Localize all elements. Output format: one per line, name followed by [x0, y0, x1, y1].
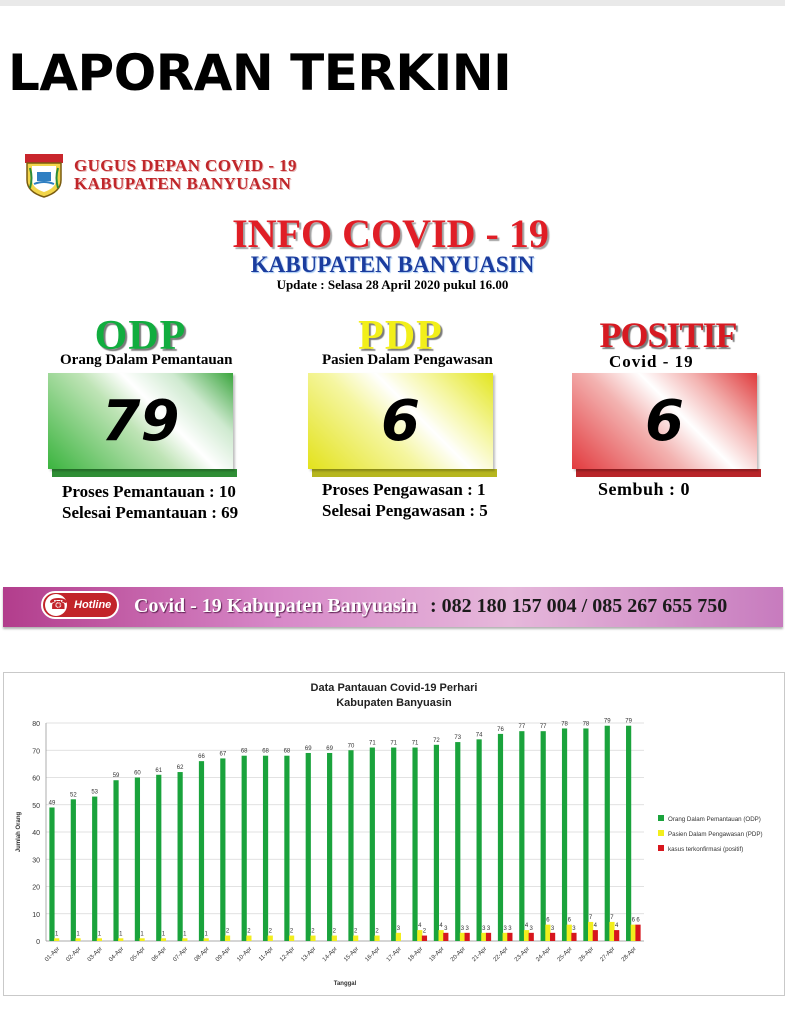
x-tick-label: 03-Apr	[86, 946, 104, 964]
bar-odp	[348, 750, 353, 941]
chart-subtitle: Kabupaten Banyuasin	[336, 697, 452, 709]
positif-value-box	[572, 373, 757, 469]
data-label-odp: 72	[433, 737, 440, 744]
bar-pdp	[182, 938, 187, 941]
bar-pdp	[503, 933, 508, 941]
daily-chart	[3, 672, 785, 996]
x-tick-label: 11-Apr	[257, 946, 275, 963]
bar-pdp	[567, 925, 572, 941]
x-tick-label: 26-Apr	[578, 946, 596, 964]
positif-label: POSITIF	[599, 315, 737, 355]
odp-detail-selesai: Selesai Pemantauan : 69	[62, 503, 239, 522]
pdp-sub-label: Pasien Dalam Pengawasan	[322, 352, 493, 368]
data-label-positif: 3	[444, 925, 448, 932]
data-label-pdp: 4	[439, 923, 443, 930]
bar-positif	[571, 933, 576, 941]
positif-value: 6	[645, 388, 684, 454]
bar-pdp	[588, 922, 593, 941]
x-tick-label: 07-Apr	[172, 946, 190, 964]
data-label-positif: 3	[508, 925, 512, 932]
bar-positif	[486, 933, 491, 941]
data-label-pdp: 2	[332, 928, 336, 935]
data-label-pdp: 1	[161, 931, 166, 938]
bar-pdp	[439, 930, 444, 941]
data-label-pdp: 2	[289, 928, 294, 935]
data-label-positif: 3	[465, 925, 469, 932]
bar-odp	[498, 734, 503, 941]
x-tick-label: 17-Apr	[385, 946, 403, 964]
data-label-positif: 2	[422, 928, 427, 935]
org-line-1: GUGUS DEPAN COVID - 19	[74, 156, 297, 175]
x-tick-label: 24-Apr	[535, 946, 553, 964]
info-title: INFO COVID - 19	[232, 211, 549, 256]
pdp-value-box	[308, 373, 493, 469]
bar-pdp	[204, 938, 209, 941]
data-label-positif: 3	[529, 925, 533, 932]
x-tick-label: 20-Apr	[449, 946, 467, 964]
data-label-positif: 4	[614, 923, 619, 930]
data-label-odp: 77	[539, 724, 547, 731]
bar-pdp	[332, 936, 337, 941]
bar-pdp	[481, 933, 486, 941]
x-tick-label: 21-Apr	[471, 946, 489, 964]
bar-odp	[71, 799, 76, 941]
bar-odp	[626, 726, 631, 941]
data-label-pdp: 2	[268, 928, 272, 935]
x-tick-label: 22-Apr	[492, 946, 510, 964]
bar-positif	[614, 930, 619, 941]
pdp-value: 6	[381, 388, 420, 454]
bar-positif	[465, 933, 470, 941]
bar-pdp	[310, 936, 315, 941]
x-tick-label: 18-Apr	[407, 946, 425, 964]
update-text: Update : Selasa 28 April 2020 pukul 16.00	[276, 277, 509, 292]
x-tick-label: 23-Apr	[513, 946, 531, 964]
hotline-numbers[interactable]: : 082 180 157 004 / 085 267 655 750	[430, 595, 728, 617]
bar-odp	[220, 758, 225, 941]
y-axis-label: Jumlah Orang	[16, 811, 22, 853]
bar-odp	[306, 753, 311, 941]
data-label-pdp: 2	[225, 928, 230, 935]
data-label-odp: 67	[219, 751, 227, 758]
data-label-pdp: 1	[140, 931, 144, 938]
bar-pdp	[268, 936, 273, 941]
bar-pdp	[225, 936, 230, 941]
x-tick-label: 02-Apr	[65, 946, 83, 964]
data-label-positif: 3	[550, 925, 555, 932]
y-tick-label: 40	[32, 830, 40, 837]
x-tick-label: 15-Apr	[343, 946, 361, 964]
hotline-badge-text: Hotline	[74, 599, 112, 611]
legend-swatch-positif	[658, 845, 664, 851]
y-tick-label: 10	[32, 911, 40, 919]
bar-positif	[422, 936, 427, 941]
data-label-odp: 60	[134, 770, 141, 777]
bar-positif	[635, 925, 640, 941]
x-tick-label: 28-Apr	[620, 946, 638, 964]
odp-value-box	[48, 373, 233, 469]
data-label-odp: 74	[475, 732, 483, 739]
pdp-box-edge	[312, 469, 497, 477]
bar-pdp	[97, 938, 102, 941]
data-label-odp: 71	[411, 740, 419, 747]
y-tick-label: 70	[32, 748, 40, 756]
data-label-odp: 71	[368, 740, 376, 747]
bar-pdp	[609, 922, 614, 941]
bar-positif	[593, 930, 598, 941]
phone-icon	[45, 594, 67, 616]
x-axis-label: Tanggal	[333, 981, 357, 987]
bar-pdp	[396, 933, 401, 941]
bar-pdp	[140, 938, 145, 941]
bar-pdp	[246, 936, 251, 941]
x-tick-label: 05-Apr	[129, 946, 147, 964]
bar-pdp	[54, 938, 59, 941]
bar-odp	[370, 748, 375, 941]
bar-odp	[135, 778, 140, 942]
bar-pdp	[118, 938, 123, 941]
bar-odp	[284, 756, 289, 941]
odp-detail-proses: Proses Pemantauan : 10	[62, 482, 236, 501]
hotline-badge[interactable]	[41, 591, 119, 619]
data-label-pdp: 2	[375, 928, 379, 935]
bar-odp	[327, 753, 332, 941]
data-label-odp: 68	[240, 748, 248, 755]
y-tick-label: 60	[32, 775, 40, 783]
bar-pdp	[289, 936, 294, 941]
x-tick-label: 04-Apr	[108, 946, 126, 964]
pdp-label: PDP	[358, 313, 443, 359]
bar-pdp	[75, 938, 80, 941]
data-label-pdp: 4	[524, 923, 529, 930]
info-region: KABUPATEN BANYUASIN	[250, 252, 535, 277]
legend-label-odp: Orang Dalam Pemantauan (ODP)	[668, 816, 761, 823]
data-label-odp: 70	[347, 743, 355, 750]
bar-pdp	[417, 930, 422, 941]
data-label-odp: 76	[497, 726, 504, 733]
data-label-odp: 53	[91, 789, 99, 796]
data-label-pdp: 2	[354, 928, 358, 935]
bar-odp	[391, 748, 396, 941]
bar-pdp	[161, 938, 166, 941]
hotline-description: Covid - 19 Kabupaten Banyuasin	[134, 595, 418, 617]
data-label-pdp: 6	[567, 917, 571, 924]
positif-sub-label: Covid - 19	[609, 352, 694, 371]
x-tick-label: 14-Apr	[321, 946, 339, 964]
positif-box-edge	[576, 469, 761, 477]
data-label-pdp: 1	[119, 931, 123, 938]
bar-odp	[519, 731, 524, 941]
data-label-odp: 78	[561, 721, 568, 728]
org-line-2: KABUPATEN BANYUASIN	[74, 174, 292, 193]
data-label-odp: 69	[304, 745, 312, 752]
data-label-odp: 68	[262, 748, 269, 755]
page-title: LAPORAN TERKINI	[8, 44, 512, 102]
data-label-pdp: 4	[418, 923, 422, 930]
bar-odp	[113, 780, 118, 941]
data-label-odp: 71	[390, 740, 398, 747]
y-tick-label: 50	[32, 802, 40, 810]
hotline-bar	[3, 587, 783, 627]
data-label-pdp: 2	[247, 928, 251, 935]
pdp-detail-selesai: Selesai Pengawasan : 5	[322, 501, 488, 520]
x-tick-label: 06-Apr	[150, 946, 168, 964]
data-label-odp: 61	[155, 767, 163, 774]
bar-odp	[605, 726, 610, 941]
data-label-pdp: 7	[588, 914, 593, 921]
legend-label-positif: kasus terkonfirmasi (positif)	[668, 846, 744, 853]
odp-details	[62, 481, 238, 523]
data-label-odp: 49	[48, 800, 56, 807]
y-tick-label: 30	[32, 857, 40, 865]
bar-odp	[49, 807, 54, 941]
data-label-odp: 73	[454, 735, 462, 742]
bar-odp	[92, 797, 97, 941]
bar-odp	[156, 775, 161, 941]
data-label-positif: 4	[593, 923, 597, 930]
bar-odp	[178, 772, 183, 941]
data-label-pdp: 1	[97, 931, 102, 938]
x-tick-label: 27-Apr	[599, 946, 617, 964]
chart-title: Data Pantauan Covid-19 Perhari	[310, 682, 478, 694]
data-label-odp: 59	[112, 773, 120, 780]
x-tick-label: 08-Apr	[193, 946, 211, 964]
data-label-positif: 3	[572, 925, 576, 932]
bar-odp	[263, 756, 268, 941]
bar-pdp	[631, 925, 636, 941]
legend-swatch-pdp	[658, 830, 664, 836]
bar-odp	[477, 739, 482, 941]
data-label-pdp: 3	[503, 925, 507, 932]
data-label-odp: 52	[69, 792, 77, 799]
data-label-pdp: 1	[76, 931, 80, 938]
y-tick-label: 20	[32, 884, 40, 892]
bar-positif	[443, 933, 448, 941]
bar-pdp	[460, 933, 465, 941]
bar-positif	[507, 933, 512, 941]
bar-pdp	[374, 936, 379, 941]
bar-odp	[562, 728, 567, 941]
odp-sub-label: Orang Dalam Pemantauan	[60, 352, 233, 368]
x-tick-label: 13-Apr	[300, 946, 318, 964]
bar-pdp	[353, 936, 358, 941]
bar-odp	[541, 731, 546, 941]
legend-swatch-odp	[658, 815, 664, 821]
data-label-pdp: 6	[546, 917, 550, 924]
y-tick-label: 0	[36, 939, 40, 946]
x-tick-label: 01-Apr	[44, 946, 62, 964]
x-tick-label: 25-Apr	[556, 946, 574, 964]
top-bar	[0, 0, 785, 6]
data-label-odp: 77	[518, 724, 526, 731]
data-label-pdp: 3	[460, 925, 465, 932]
bar-positif	[529, 933, 534, 941]
data-label-positif: 3	[486, 925, 491, 932]
data-label-odp: 79	[603, 718, 611, 725]
data-label-odp: 69	[326, 745, 333, 752]
y-tick-label: 80	[32, 721, 40, 728]
data-label-positif: 6	[636, 917, 640, 924]
data-label-odp: 66	[198, 754, 205, 761]
x-tick-label: 12-Apr	[279, 946, 297, 964]
x-tick-label: 09-Apr	[214, 946, 232, 964]
data-label-pdp: 2	[311, 928, 315, 935]
legend-label-pdp: Pasien Dalam Pengawasan (PDP)	[668, 831, 763, 838]
bar-odp	[455, 742, 460, 941]
data-label-pdp: 3	[482, 925, 486, 932]
data-label-pdp: 1	[55, 931, 59, 938]
x-tick-label: 19-Apr	[428, 946, 446, 964]
positif-detail-sembuh: Sembuh : 0	[598, 479, 691, 499]
x-tick-label: 16-Apr	[364, 946, 382, 964]
odp-label: ODP	[94, 313, 187, 359]
bar-odp	[199, 761, 204, 941]
data-label-odp: 68	[283, 748, 291, 755]
daily-chart-svg	[4, 673, 784, 995]
odp-value: 79	[101, 388, 180, 454]
bar-odp	[434, 745, 439, 941]
data-label-odp: 78	[582, 721, 590, 728]
pdp-details	[322, 479, 488, 521]
bar-pdp	[545, 925, 550, 941]
data-label-pdp: 7	[610, 914, 614, 921]
pdp-detail-proses: Proses Pengawasan : 1	[322, 480, 486, 499]
data-label-pdp: 1	[204, 931, 208, 938]
data-label-pdp: 3	[396, 925, 401, 932]
data-label-odp: 79	[625, 718, 632, 725]
data-label-pdp: 6	[631, 917, 635, 924]
bar-odp	[412, 748, 417, 941]
org-name	[74, 157, 297, 193]
data-label-pdp: 1	[183, 931, 187, 938]
bar-positif	[550, 933, 555, 941]
bar-pdp	[524, 930, 529, 941]
bar-odp	[583, 728, 588, 941]
banyuasin-logo-icon	[24, 154, 64, 198]
data-label-odp: 62	[176, 765, 184, 772]
odp-box-edge	[52, 469, 237, 477]
bar-odp	[242, 756, 247, 941]
x-tick-label: 10-Apr	[236, 946, 254, 964]
